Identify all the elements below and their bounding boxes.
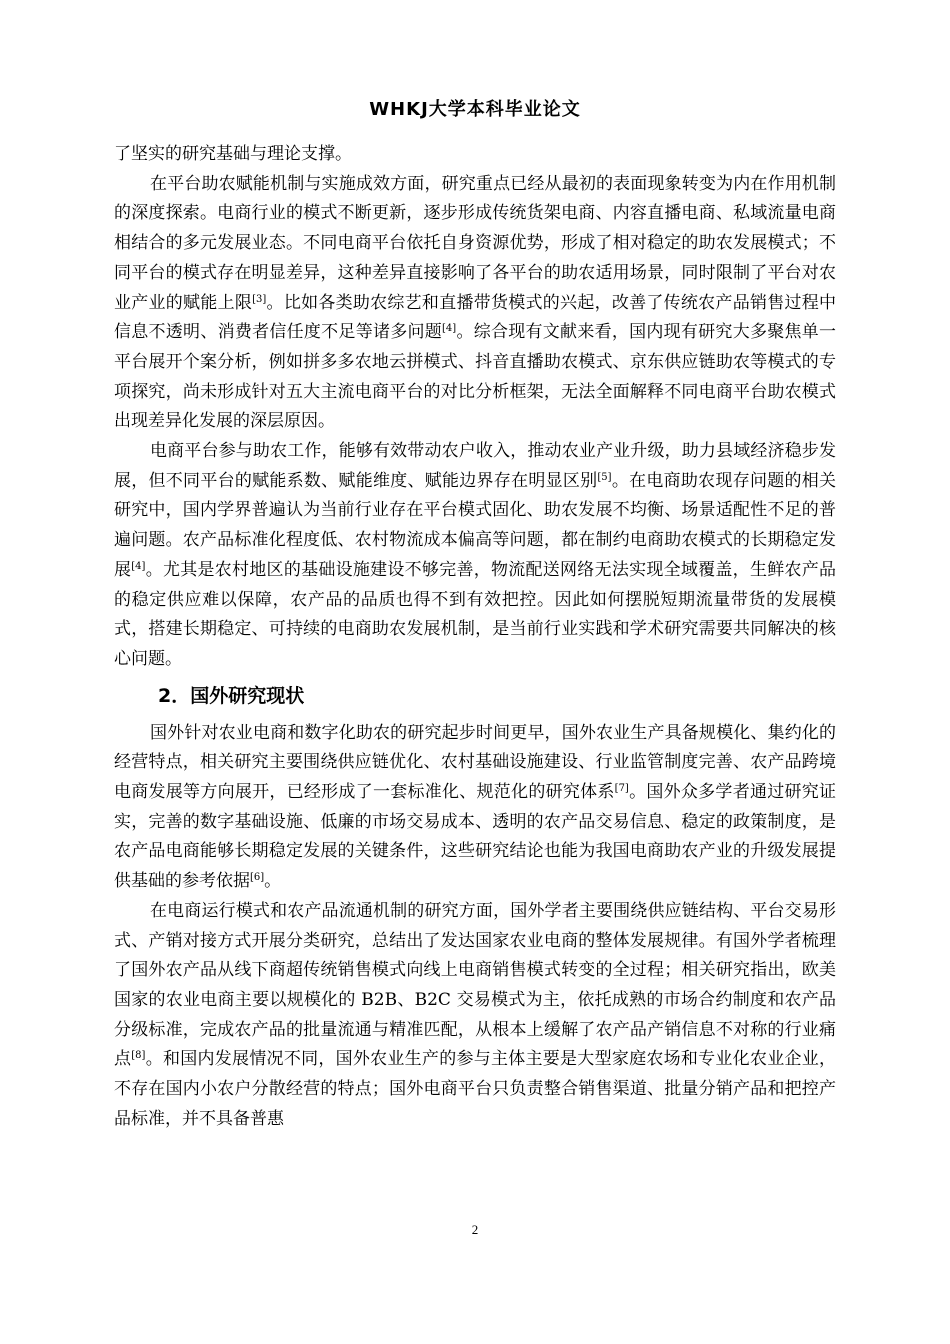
- paragraph-text: 。比如各类助农综艺和直播带货模式的兴起，改善了传统农产品销售过程中信息不透明、消费者信任度不足等诸多问题: [114, 292, 837, 343]
- citation-reference: [4]: [442, 323, 457, 335]
- paragraph-text: 了坚实的研究基础与理论支撑。: [114, 144, 352, 164]
- paragraph-text: 在平台助农赋能机制与实施成效方面，研究重点已经从最初的表面现象转变为内在作用机制的深度探索。电商行业的模式不断更新，逐步形成传统货架电商、内容直播电商、私域流量电商相结合的多元发展业态。不同电商平台依托自身资源优势，形成了相对稳定的助农发展模式；不同平台的模式存在明显差异，这种差异直接影响了各平台的助农适用场景，同时限制了平台对农业产业的赋能上限: [114, 173, 836, 313]
- citation-reference: [5]: [597, 471, 612, 483]
- section-heading: 2．国外研究现状: [158, 684, 305, 707]
- citation-reference: [3]: [252, 293, 267, 305]
- paragraph-text: 。: [264, 871, 282, 892]
- page-number: 2: [471, 1222, 479, 1237]
- running-header: WHKJ大学本科毕业论文: [369, 99, 581, 120]
- paragraph-text: 。和国内发展情况不同，国外农业生产的参与主体主要是大型家庭农场和专业化农业企业，不存在国内小农户分散经营的特点；国外电商平台只负责整合销售渠道、批量分销产品和把控产品标准，并不具备普惠: [114, 1049, 836, 1129]
- body-text: [114, 140, 836, 1135]
- paragraph-text: 。国外众多学者通过研究证实，完善的数字基础设施、低廉的市场交易成本、透明的农产品交易信息、稳定的政策制度，是农产品电商能够长期稳定发展的关键条件，这些研究结论也能为我国电商助农产业的升级发展提供基础的参考依据: [114, 782, 837, 892]
- paragraph-text: 国外针对农业电商和数字化助农的研究起步时间更早，国外农业生产具备规模化、集约化的经营特点，相关研究主要围绕供应链优化、农村基础设施建设、行业监管制度完善、农产品跨境电商发展等方向展开，已经形成了一套标准化、规范化的研究体系: [114, 722, 836, 803]
- paragraph: [114, 437, 836, 675]
- paragraph: [114, 897, 836, 1135]
- paragraph-text: 。综合现有文献来看，国内现有研究大多聚焦单一平台展开个案分析，例如拼多多农地云拼模式、抖音直播助农模式、京东供应链助农等模式的专项探究，尚未形成针对五大主流电商平台的对比分析框架，无法全面解释不同电商平台助农模式出现差异化发展的深层原因。: [114, 322, 837, 432]
- citation-reference: [6]: [250, 872, 265, 884]
- paragraph-text: 电商平台参与助农工作，能够有效带动农户收入，推动农业产业升级，助力县域经济稳步发展，但不同平台的赋能系数、赋能维度、赋能边界存在明显区别: [114, 441, 836, 491]
- citation-reference: [7]: [614, 783, 629, 795]
- citation-reference: [8]: [131, 1050, 146, 1062]
- paragraph-text: 。在电商助农现存问题的相关研究中，国内学界普遍认为当前行业存在平台模式固化、助农发展不均衡、场景适配性不足的普遍问题。农产品标准化程度低、农村物流成本偏高等问题，都在制约电商助农模式的长期稳定发展: [114, 470, 837, 580]
- paragraph-text: 。尤其是农村地区的基础设施建设不够完善，物流配送网络无法实现全域覆盖，生鲜农产品的稳定供应难以保障，农产品的品质也得不到有效把控。因此如何摆脱短期流量带货的发展模式，搭建长期稳定、可持续的电商助农发展机制，是当前行业实践和学术研究需要共同解决的核心问题。: [114, 559, 836, 669]
- paragraph: [114, 719, 836, 897]
- paragraph: [114, 140, 836, 170]
- paragraph-text: 在电商运行模式和农产品流通机制的研究方面，国外学者主要围绕供应链结构、平台交易形式、产销对接方式开展分类研究，总结出了发达国家农业电商的整体发展规律。有国外学者梳理了国外农产品从线下商超传统销售模式向线上电商销售模式转变的全过程；相关研究指出，欧美国家的农业电商主要以规模化的 B2B、B2C 交易模式为主，依托成熟的市场合约制度和农产品分级标准，完成农产品的批量流通与精准匹配，从根本上缓解了农产品产销信息不对称的行业痛点: [114, 900, 836, 1070]
- citation-reference: [4]: [131, 560, 146, 572]
- paragraph: [114, 170, 836, 437]
